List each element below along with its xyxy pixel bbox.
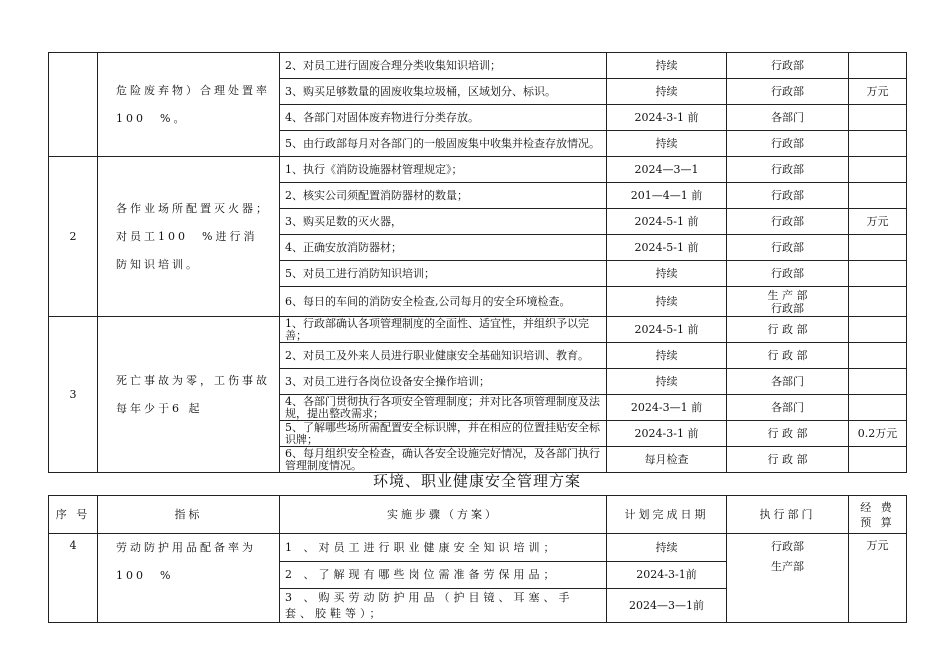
table-row xyxy=(49,534,907,562)
goal-cell: 死亡事故为零，工伤事故每年少于6 起 xyxy=(98,317,280,473)
date-cell: 持续 xyxy=(607,343,727,369)
plan-table xyxy=(48,495,907,623)
date-cell: 持续 xyxy=(607,53,727,79)
row-number-cell: 2 xyxy=(49,157,98,317)
dept-cell: 行政部 xyxy=(727,79,849,105)
header-date: 计划完成日期 xyxy=(607,496,727,534)
dept-cell xyxy=(727,534,849,623)
step-cell: 3、对员工进行各岗位设备安全操作培训； xyxy=(280,369,607,395)
step-cell: 5、由行政部每月对各部门的一般固废集中收集并检查存放情况。 xyxy=(280,131,607,157)
date-cell: 2024-3-1 前 xyxy=(607,105,727,131)
cost-cell xyxy=(849,157,907,183)
cost-cell xyxy=(849,287,907,317)
date-cell: 2024-3—1 前 xyxy=(607,395,727,421)
step-cell: 2、核实公司须配置消防器材的数量； xyxy=(280,183,607,209)
dept-cell: 行政部 xyxy=(727,261,849,287)
date-cell: 201—4—1 前 xyxy=(607,183,727,209)
dept-cell: 行政部 xyxy=(727,157,849,183)
dept-cell: 各部门 xyxy=(727,369,849,395)
table-row xyxy=(49,53,907,79)
dept-line: 生产部 xyxy=(771,560,804,573)
date-cell: 2024-3-1前 xyxy=(607,562,727,589)
step-cell: 1、行政部确认各项管理制度的全面性、适宜性，并组织予以完善； xyxy=(280,317,607,343)
date-cell: 2024-5-1 前 xyxy=(607,209,727,235)
dept-cell: 行 政 部 xyxy=(727,317,849,343)
step-cell: 3 、购买劳动防护用品（护目镜、耳塞、手套、胶鞋等）； xyxy=(280,589,607,623)
cost-cell xyxy=(849,53,907,79)
cost-cell xyxy=(849,131,907,157)
goal-cell: 劳动防护用品配备率为100 % xyxy=(98,534,280,623)
step-cell: 6、每日的车间的消防安全检查,公司每月的安全环境检查。 xyxy=(280,287,607,317)
step-cell: 1 、对员工进行职业健康安全知识培训； xyxy=(280,534,607,562)
plan-table-continued xyxy=(48,52,907,473)
step-cell: 5、对员工进行消防知识培训； xyxy=(280,261,607,287)
step-cell: 3、购买足数的灭火器， xyxy=(280,209,607,235)
row-number-cell: 3 xyxy=(49,317,98,473)
cost-cell: 万元 xyxy=(849,79,907,105)
date-cell: 持续 xyxy=(607,79,727,105)
dept-cell: 行 政 部 xyxy=(727,447,849,473)
date-cell: 2024—3—1 xyxy=(607,157,727,183)
goal-cell: 各作业场所配置灭火器；对员工100 %进行消防知识培训。 xyxy=(98,157,280,317)
cost-cell xyxy=(849,447,907,473)
step-cell: 4、各部门贯彻执行各项安全管理制度；并对比各项管理制度及法规，提出整改需求； xyxy=(280,395,607,421)
date-cell: 持续 xyxy=(607,131,727,157)
date-cell: 持续 xyxy=(607,261,727,287)
row-number-cell: 4 xyxy=(49,534,98,623)
cost-cell: 万元 xyxy=(849,534,907,623)
dept-line: 行政部 xyxy=(771,540,804,553)
date-cell: 2024-3-1 前 xyxy=(607,421,727,447)
cost-cell xyxy=(849,317,907,343)
goal-cell: 危险废弃物）合理处置率100 %。 xyxy=(98,53,280,157)
date-cell: 2024-5-1 前 xyxy=(607,235,727,261)
cost-cell xyxy=(849,183,907,209)
table-row xyxy=(49,157,907,183)
step-cell: 2 、了解现有哪些岗位需准备劳保用品； xyxy=(280,562,607,589)
dept-cell: 各部门 xyxy=(727,105,849,131)
table-row xyxy=(49,317,907,343)
step-cell: 3、购买足够数量的固废收集垃圾桶，区域划分、标识。 xyxy=(280,79,607,105)
header-dept: 执行部门 xyxy=(727,496,849,534)
header-cost: 经 费 预 算 xyxy=(849,496,907,534)
step-cell: 5、了解哪些场所需配置安全标识牌，并在相应的位置挂贴安全标识牌； xyxy=(280,421,607,447)
step-cell: 1、执行《消防设施器材管理规定》； xyxy=(280,157,607,183)
date-cell: 2024—3—1前 xyxy=(607,589,727,623)
cost-cell: 0.2万元 xyxy=(849,421,907,447)
header-steps: 实施步骤（方案） xyxy=(280,496,607,534)
dept-line: 行政部 xyxy=(771,301,804,315)
step-cell: 2、对员工进行固废合理分类收集知识培训； xyxy=(280,53,607,79)
dept-cell: 行政部 xyxy=(727,235,849,261)
step-cell: 4、正确安放消防器材； xyxy=(280,235,607,261)
dept-cell: 行政部 xyxy=(727,183,849,209)
cost-cell xyxy=(849,105,907,131)
header-no: 序 号 xyxy=(49,496,98,534)
dept-cell: 行政部 xyxy=(727,131,849,157)
step-cell: 4、各部门对固体废弃物进行分类存放。 xyxy=(280,105,607,131)
dept-cell: 行政部 xyxy=(727,209,849,235)
dept-cell xyxy=(727,287,849,317)
date-cell: 每月检查 xyxy=(607,447,727,473)
cost-cell xyxy=(849,395,907,421)
dept-cell: 行 政 部 xyxy=(727,343,849,369)
cost-cell xyxy=(849,261,907,287)
dept-cell: 各部门 xyxy=(727,395,849,421)
date-cell: 2024-5-1 前 xyxy=(607,317,727,343)
header-goal: 指标 xyxy=(98,496,280,534)
date-cell: 持续 xyxy=(607,369,727,395)
cost-cell xyxy=(849,369,907,395)
cost-cell: 万元 xyxy=(849,209,907,235)
dept-cell: 行 政 部 xyxy=(727,421,849,447)
table-header-row xyxy=(49,496,907,534)
date-cell: 持续 xyxy=(607,287,727,317)
date-cell: 持续 xyxy=(607,534,727,562)
dept-cell: 行政部 xyxy=(727,53,849,79)
dept-line: 生 产 部 xyxy=(767,288,808,302)
page-title: 环境、职业健康安全管理方案 xyxy=(372,472,581,490)
cost-cell xyxy=(849,343,907,369)
cost-cell xyxy=(849,235,907,261)
step-cell: 2、对员工及外来人员进行职业健康安全基础知识培训、教育。 xyxy=(280,343,607,369)
step-cell: 6、每月组织安全检查，确认各安全设施完好情况，及各部门执行管理制度情况。 xyxy=(280,447,607,473)
row-number-cell xyxy=(49,53,98,157)
